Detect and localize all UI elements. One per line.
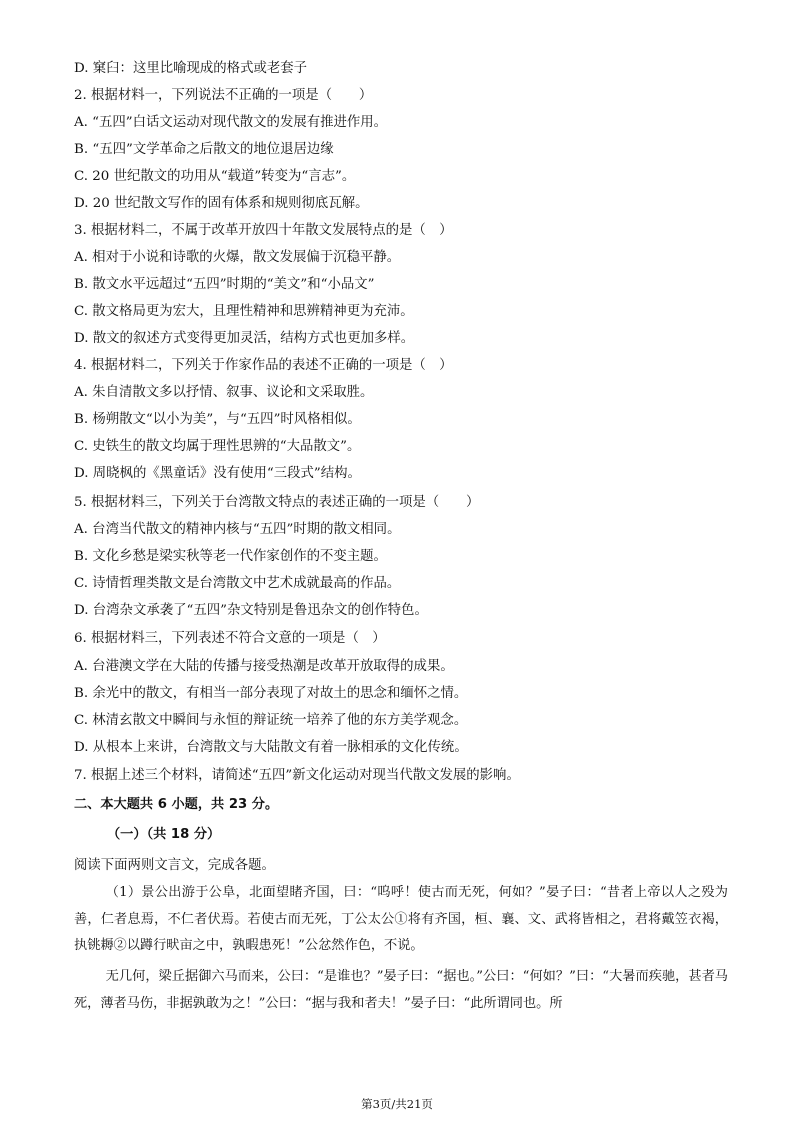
text-line: A. 台港澳文学在大陆的传播与接受热潮是改革开放取得的成果。 <box>74 659 454 674</box>
sub-heading: （一）（共 18 分） <box>107 827 221 842</box>
classical-passage-2: 无几何，梁丘据御六马而来，公曰：“是谁也？”晏子曰：“据也。”公曰：“何如？”曰：“大暑而疾驰，甚者马死，薄者马伤，非据孰敢为之！”公曰：“据与我和者夫！”晏子曰：“此所谓同也。所 <box>74 969 728 1011</box>
text-line: 6. 根据材料三，下列表述不符合文意的一项是（ ） <box>74 631 386 646</box>
page-footer: 第3页/共21页 <box>361 1097 433 1111</box>
instruction-text: 阅读下面两则文言文，完成各题。 <box>74 858 275 873</box>
text-line: C. 散文格局更为宏大，且理性精神和思辨精神更为充沛。 <box>74 304 414 319</box>
text-line: C. 史铁生的散文均属于理性思辨的“大品散文”。 <box>74 439 361 454</box>
text-line: D. 台湾杂文承袭了“五四”杂文特别是鲁迅杂文的创作特色。 <box>74 603 428 618</box>
section-heading: 二、本大题共 6 小题，共 23 分。 <box>74 797 279 812</box>
text-line: C. 林清玄散文中瞬间与永恒的辩证统一培养了他的东方美学观念。 <box>74 713 468 728</box>
classical-passage-1: （1）景公出游于公阜，北面望睹齐国，曰：“呜呼！使古而无死，何如？”晏子曰：“昔者上帝以人之殁为善，仁者息焉，不仁者伏焉。若使古而无死，丁公太公①将有齐国，桓、襄、文、武将皆相之，君将戴笠衣褐，执铫耨②以蹲行畎亩之中，孰暇患死！”公忿然作色，不说。 <box>74 885 728 953</box>
text-line: D. 散文的叙述方式变得更加灵活，结构方式也更加多样。 <box>74 331 415 346</box>
text-line: C. 诗情哲理类散文是台湾散文中艺术成就最高的作品。 <box>74 576 401 591</box>
text-line: D. 从根本上来讲，台湾散文与大陆散文有着一脉相承的文化传统。 <box>74 740 468 755</box>
text-line: C. 20 世纪散文的功用从“载道”转变为“言志”。 <box>74 169 356 184</box>
text-line: 7. 根据上述三个材料，请简述“五四”新文化运动对现当代散文发展的影响。 <box>74 768 520 783</box>
text-line: B. 散文水平远超过“五四”时期的“美文”和“小品文” <box>74 277 375 292</box>
text-line: A. 台湾当代散文的精神内核与“五四”时期的散文相同。 <box>74 522 401 537</box>
text-line: A. “五四”白话文运动对现代散文的发展有推进作用。 <box>74 115 388 130</box>
text-line: D. 周晓枫的《黑童话》没有使用“三段式”结构。 <box>74 466 361 481</box>
text-line: 2. 根据材料一，下列说法不正确的一项是（ ） <box>74 88 373 103</box>
text-line: 5. 根据材料三，下列关于台湾散文特点的表述正确的一项是（ ） <box>74 495 480 510</box>
text-line: 3. 根据材料二，不属于改革开放四十年散文发展特点的是（ ） <box>74 223 453 238</box>
text-line: 4. 根据材料二，下列关于作家作品的表述不正确的一项是（ ） <box>74 358 453 373</box>
text-line: B. 杨朔散文“以小为美”，与“五四”时风格相似。 <box>74 412 361 427</box>
text-line: B. “五四”文学革命之后散文的地位退居边缘 <box>74 142 334 157</box>
text-line: B. 余光中的散文，有相当一部分表现了对故土的思念和缅怀之情。 <box>74 686 468 701</box>
text-line: A. 朱自清散文多以抒情、叙事、议论和文采取胜。 <box>74 385 374 400</box>
text-line: B. 文化乡愁是梁实秋等老一代作家创作的不变主题。 <box>74 549 387 564</box>
text-line: D. 窠臼：这里比喻现成的格式或老套子 <box>74 61 308 76</box>
text-line: D. 20 世纪散文写作的固有体系和规则彻底瓦解。 <box>74 196 369 211</box>
text-line: A. 相对于小说和诗歌的火爆，散文发展偏于沉稳平静。 <box>74 250 401 265</box>
